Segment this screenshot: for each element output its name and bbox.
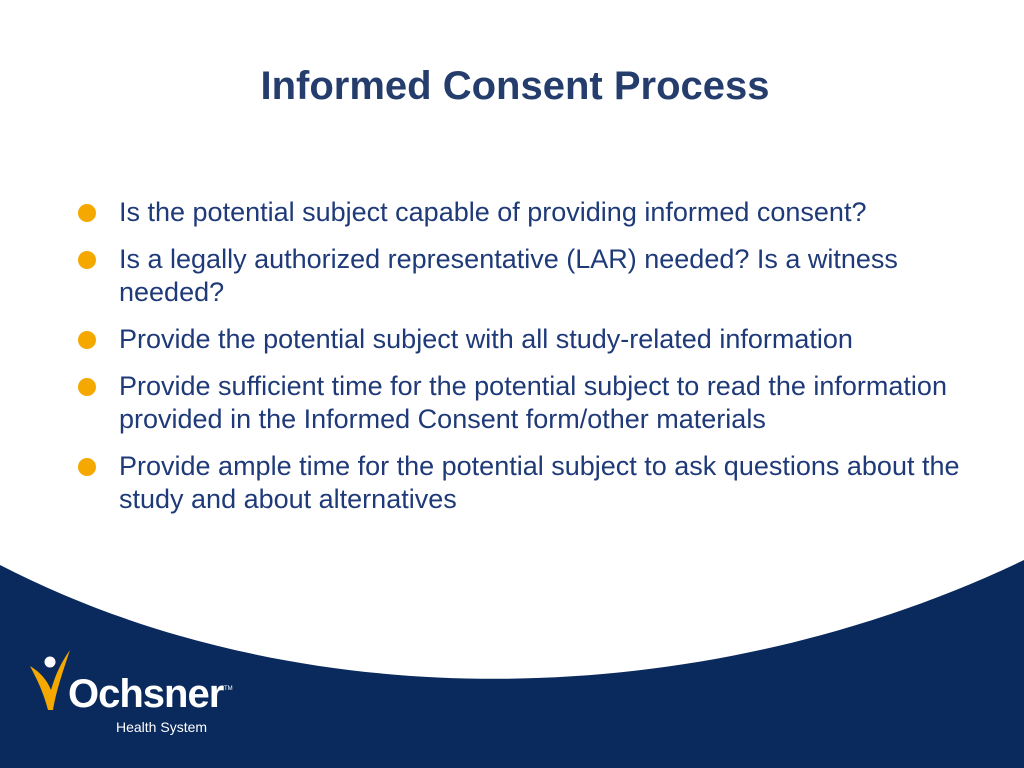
bullet-item	[78, 243, 998, 309]
bullet-item	[78, 196, 998, 229]
bullet-item	[78, 323, 998, 356]
logo-name: Ochsner	[68, 672, 224, 716]
logo-trademark: TM	[224, 686, 233, 692]
bullet-text: Is a legally authorized representative (LAR) needed? Is a witness needed?	[119, 244, 898, 307]
ochsner-figure-icon	[28, 648, 72, 718]
bullet-dot-icon	[78, 251, 96, 269]
bullet-item	[78, 370, 998, 436]
bullet-text: Provide ample time for the potential subject to ask questions about the study and about alternatives	[119, 451, 960, 514]
bullet-text: Provide sufficient time for the potential subject to read the information provided in the Informed Consent form/other materials	[119, 371, 947, 434]
slide-title: Informed Consent Process	[260, 64, 770, 108]
bullet-text: Provide the potential subject with all study-related information	[119, 324, 853, 354]
bullet-dot-icon	[78, 204, 96, 222]
bullet-item	[78, 450, 998, 516]
ochsner-logo	[28, 648, 248, 743]
bullet-text: Is the potential subject capable of providing informed consent?	[119, 197, 867, 227]
bullet-list	[78, 196, 998, 530]
bullet-dot-icon	[78, 378, 96, 396]
bullet-dot-icon	[78, 331, 96, 349]
logo-subtitle: Health System	[116, 719, 208, 735]
bullet-dot-icon	[78, 458, 96, 476]
